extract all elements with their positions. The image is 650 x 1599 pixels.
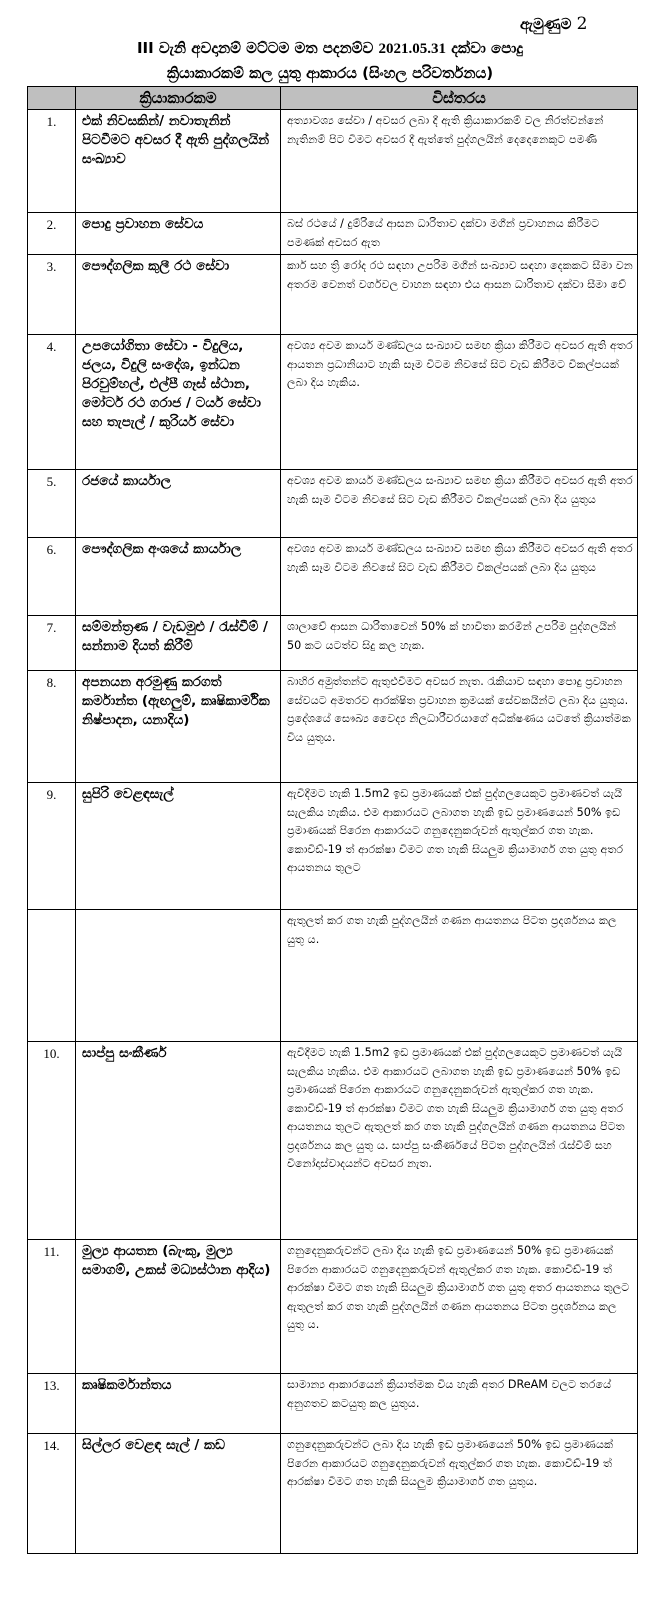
activity-table	[27, 86, 638, 1554]
row-number: 6.	[28, 538, 76, 616]
row-activity: සුපිරි වෙළඳසැල්	[76, 783, 281, 910]
table-row	[28, 1374, 638, 1434]
title-date: 2021.05.31	[378, 41, 447, 57]
row-detail: අවශ්‍ය අවම කාර්ය මණ්ඩලය සංඛ්‍යාව සමඟ ක්‍රියා කිරීමට අවසර ඇති අතර හැකි සෑම විටම නිවසේ සිට වැඩ කිරීමට විකල්පයක් ලබා දිය යුතුය	[281, 470, 638, 538]
table-row	[28, 470, 638, 538]
row-activity-empty	[76, 910, 281, 1042]
row-activity: පෞද්ගලික අංශයේ කාර්යාල	[76, 538, 281, 616]
title-line-1	[30, 36, 630, 61]
table-header-row	[28, 87, 638, 110]
row-detail: ඇවිදීමට හැකි 1.5m2 ඉඩ ප්‍රමාණයක් එක් පුද්ගලයෙකුට ප්‍රමාණවත් යැයි සැලකිය හැකිය. එම ආකාරයට ලබාගත හැකි ඉඩ ප්‍රමාණයෙන් 50% ඉඩ ප්‍රමාණයක් පිරෙන ආකාරයට ගනුදෙනුකරුවන් ඇතුල්කර ගත හැක. කොවිඩ්-19 ත් ආරක්ෂා වීමට ගත හැකි සියලුම ක්‍රියාමාර්ග ගත යුතු අතර ආයතනය තුලට	[281, 783, 638, 910]
row-number: 5.	[28, 470, 76, 538]
row-detail: ශාලාවේ ආසන ධාරිතාවෙන් 50% ක් භාවිතා කරමින් උපරිම පුද්ගලයින් 50 කට යටත්ව සිදු කල හැක.	[281, 616, 638, 671]
row-detail: ඇවිදීමට හැකි 1.5m2 ඉඩ ප්‍රමාණයක් එක් පුද්ගලයෙකුට ප්‍රමාණවත් යැයි සැලකිය හැකිය. එම ආකාරයට ලබාගත හැකි ඉඩ ප්‍රමාණයෙන් 50% ඉඩ ප්‍රමාණයක් පිරෙන ආකාරයට ගනුදෙනුකරුවන් ඇතුල්කර ගත හැක. කොවිඩ්-19 ත් ආරක්ෂා වීමට ගත හැකි සියලුම ක්‍රියාමාර්ග ගත යුතු අතර ආයතනය තුලට ඇතුලත් කර ගත හැකි පුද්ගලයින් ගණන ආයතනය පිටත ප්‍රදර්ශනය කල යුතු ය. සාප්පු සංකීර්ණයේ පිටත පුද්ගලයින් රැස්වීම් සහ විනෝදාස්වාදයන්ට අවසර නැත.	[281, 1042, 638, 1240]
row-number-empty	[28, 910, 76, 1042]
table-row	[28, 213, 638, 255]
table-row	[28, 110, 638, 213]
row-number: 3.	[28, 255, 76, 335]
annex-number: 2	[576, 14, 588, 34]
table-row	[28, 783, 638, 910]
row-detail: අවශ්‍ය අවම කාර්ය මණ්ඩලය සංඛ්‍යාව සමඟ ක්‍රියා කිරීමට අවසර ඇති අතර ආයතන ප්‍රධානියාට හැකි සෑම විටම නිවසේ සිට වැඩ කිරීමට විකල්පයක් ලබා දිය හැකිය.	[281, 335, 638, 470]
row-detail: ගනුදෙනුකරුවන්ට ලබා දිය හැකි ඉඩ ප්‍රමාණයෙන් 50% ඉඩ ප්‍රමාණයක් පිරෙන ආකාරයට ගනුදෙනුකරුවන් ඇතුල්කර ගත හැක. කොවිඩ්-19 ත් ආරක්ෂා වීමට ගත හැකි සියලුම ක්‍රියාමාර්ග ගත යුතුය.	[281, 1434, 638, 1554]
row-number: 11.	[28, 1240, 76, 1374]
row-detail: අවශ්‍ය අවම කාර්ය මණ්ඩලය සංඛ්‍යාව සමඟ ක්‍රියා කිරීමට අවසර ඇති අතර හැකි සෑම විටම නිවසේ සිට වැඩ කිරීමට විකල්පයක් ලබා දිය යුතුය	[281, 538, 638, 616]
table-row-continuation	[28, 910, 638, 1042]
row-number: 7.	[28, 616, 76, 671]
table-row	[28, 1042, 638, 1240]
title-line1-suffix: දක්වා පොදු	[451, 39, 524, 57]
row-activity: අපනයන අරමුණු කරගත් කර්මාන්ත (ඇඟලුම්, කෘෂිකාර්මික නිෂ්පාදන, යනාදිය)	[76, 671, 281, 783]
row-activity: සාප්පු සංකීර්ණ	[76, 1042, 281, 1240]
row-number: 1.	[28, 110, 76, 213]
row-detail: බස් රථයේ / දුම්රියේ ආසන ධාරිතාව දක්වා මගීන් ප්‍රවාහනය කිරීමට පමණක් අවසර ඇත	[281, 213, 638, 255]
row-detail: කාර් සහ ත්‍රි රෝද රථ සඳහා උපරිම මගීන් සංඛ්‍යාව සඳහා දෙකකට සීමා වන අතරම වෙනත් වර්ගවල වාහන සඳහා එය ආසන ධාරිතාව දක්වා සීමා වේ	[281, 255, 638, 335]
table-row	[28, 538, 638, 616]
table-row	[28, 671, 638, 783]
row-detail-continued: ඇතුලත් කර ගත හැකි පුද්ගලයින් ගණන ආයතනය පිටත ප්‍රදර්ශනය කල යුතු ය.	[281, 910, 638, 1042]
row-number: 2.	[28, 213, 76, 255]
header-activity: ක්‍රියාකාරකම	[76, 87, 281, 110]
row-number: 10.	[28, 1042, 76, 1240]
table-row	[28, 1240, 638, 1374]
row-activity: පොදු ප්‍රවාහන සේවය	[76, 213, 281, 255]
row-activity: කෘෂිකර්මාන්තය	[76, 1374, 281, 1434]
row-activity: පෞද්ගලික කුලී රථ සේවා	[76, 255, 281, 335]
row-activity: එක් නිවසකින්/ නවාතැනින් පිටවීමට අවසර දී ඇති පුද්ගලයින් සංඛ්‍යාව	[76, 110, 281, 213]
row-activity: සිල්ලර වෙළඳ සැල් / කඩ	[76, 1434, 281, 1554]
row-detail: සාමාන්‍ය ආකාරයෙන් ක්‍රියාත්මක විය හැකි අතර DReAM වලට තරයේ අනුගතව කටයුතු කල යුතුය.	[281, 1374, 638, 1434]
row-activity: සම්මන්ත්‍රණ / වැඩමුළු / රැස්වීම් / සන්නාම දියත් කිරීම්	[76, 616, 281, 671]
row-detail: බාහිර අමුත්තන්ට ඇතුළුවීමට අවසර නැත. රැකියාව සඳහා පොදු ප්‍රවාහන සේවයට අමතරව ආරක්ෂිත ප්‍රවාහන ක්‍රමයක් සේවකයින්ට ලබා දිය යුතුය. ප්‍රදේශයේ සෞඛ්‍ය වෛද්‍ය නිලධාරීවරයාගේ අධීක්ෂණය යටතේ ක්‍රියාත්මක විය යුතුය.	[281, 671, 638, 783]
row-number: 14.	[28, 1434, 76, 1554]
page-title	[30, 36, 630, 85]
row-number: 9.	[28, 783, 76, 910]
table-row	[28, 616, 638, 671]
row-detail: ගනුදෙනුකරුවන්ට ලබා දිය හැකි ඉඩ ප්‍රමාණයෙන් 50% ඉඩ ප්‍රමාණයක් පිරෙන ආකාරයට ගනුදෙනුකරුවන් ඇතුල්කර ගත හැක. කොවිඩ්-19 ත් ආරක්ෂා වීමට ගත හැකි සියලුම ක්‍රියාමාර්ග ගත යුතු අතර ආයතනය තුලට ඇතුලත් කර ගත හැකි පුද්ගලයින් ගණන ආයතනය පිටත ප්‍රදර්ශනය කල යුතු ය.	[281, 1240, 638, 1374]
title-prefix: III වැනි අවදානම් මට්ටම මත පදනම්ව	[136, 39, 374, 57]
header-number	[28, 87, 76, 110]
table-row	[28, 335, 638, 470]
annex-label-text: ඇමුණුම	[520, 15, 572, 33]
row-number: 13.	[28, 1374, 76, 1434]
row-number: 8.	[28, 671, 76, 783]
row-number: 4.	[28, 335, 76, 470]
row-detail: අත්‍යාවශ්‍ය සේවා / අවසර ලබා දී ඇති ක්‍රියාකාරකම් වල නිරත්වන්නේ නැතිනම් පිට වීමට අවසර දී ඇත්තේ පුද්ගලයින් දෙදෙනෙකුට පමණි	[281, 110, 638, 213]
table-row	[28, 255, 638, 335]
row-activity: රජයේ කාර්යාල	[76, 470, 281, 538]
row-activity: උපයෝගිතා සේවා - විදුලිය, ජලය, විදුලි සංදේශ, ඉන්ධන පිරවුම්හල්, එල්පී ගෑස් ස්ථාන, මෝටර් රථ ගරාජ / ටයර් සේවා සහ තැපැල් / කුරියර් සේවා	[76, 335, 281, 470]
table-row	[28, 1434, 638, 1554]
row-activity: මුල්‍ය ආයතන (බැංකු, මුල්‍ය සමාගම්, උකස් මධ්‍යස්ථාන ආදිය)	[76, 1240, 281, 1374]
title-line-2: ක්‍රියාකාරකම් කල යුතු ආකාරය (සිංහල පරිවර්තනය)	[166, 64, 494, 82]
annex-label	[520, 14, 635, 34]
header-detail: විස්තරය	[281, 87, 638, 110]
